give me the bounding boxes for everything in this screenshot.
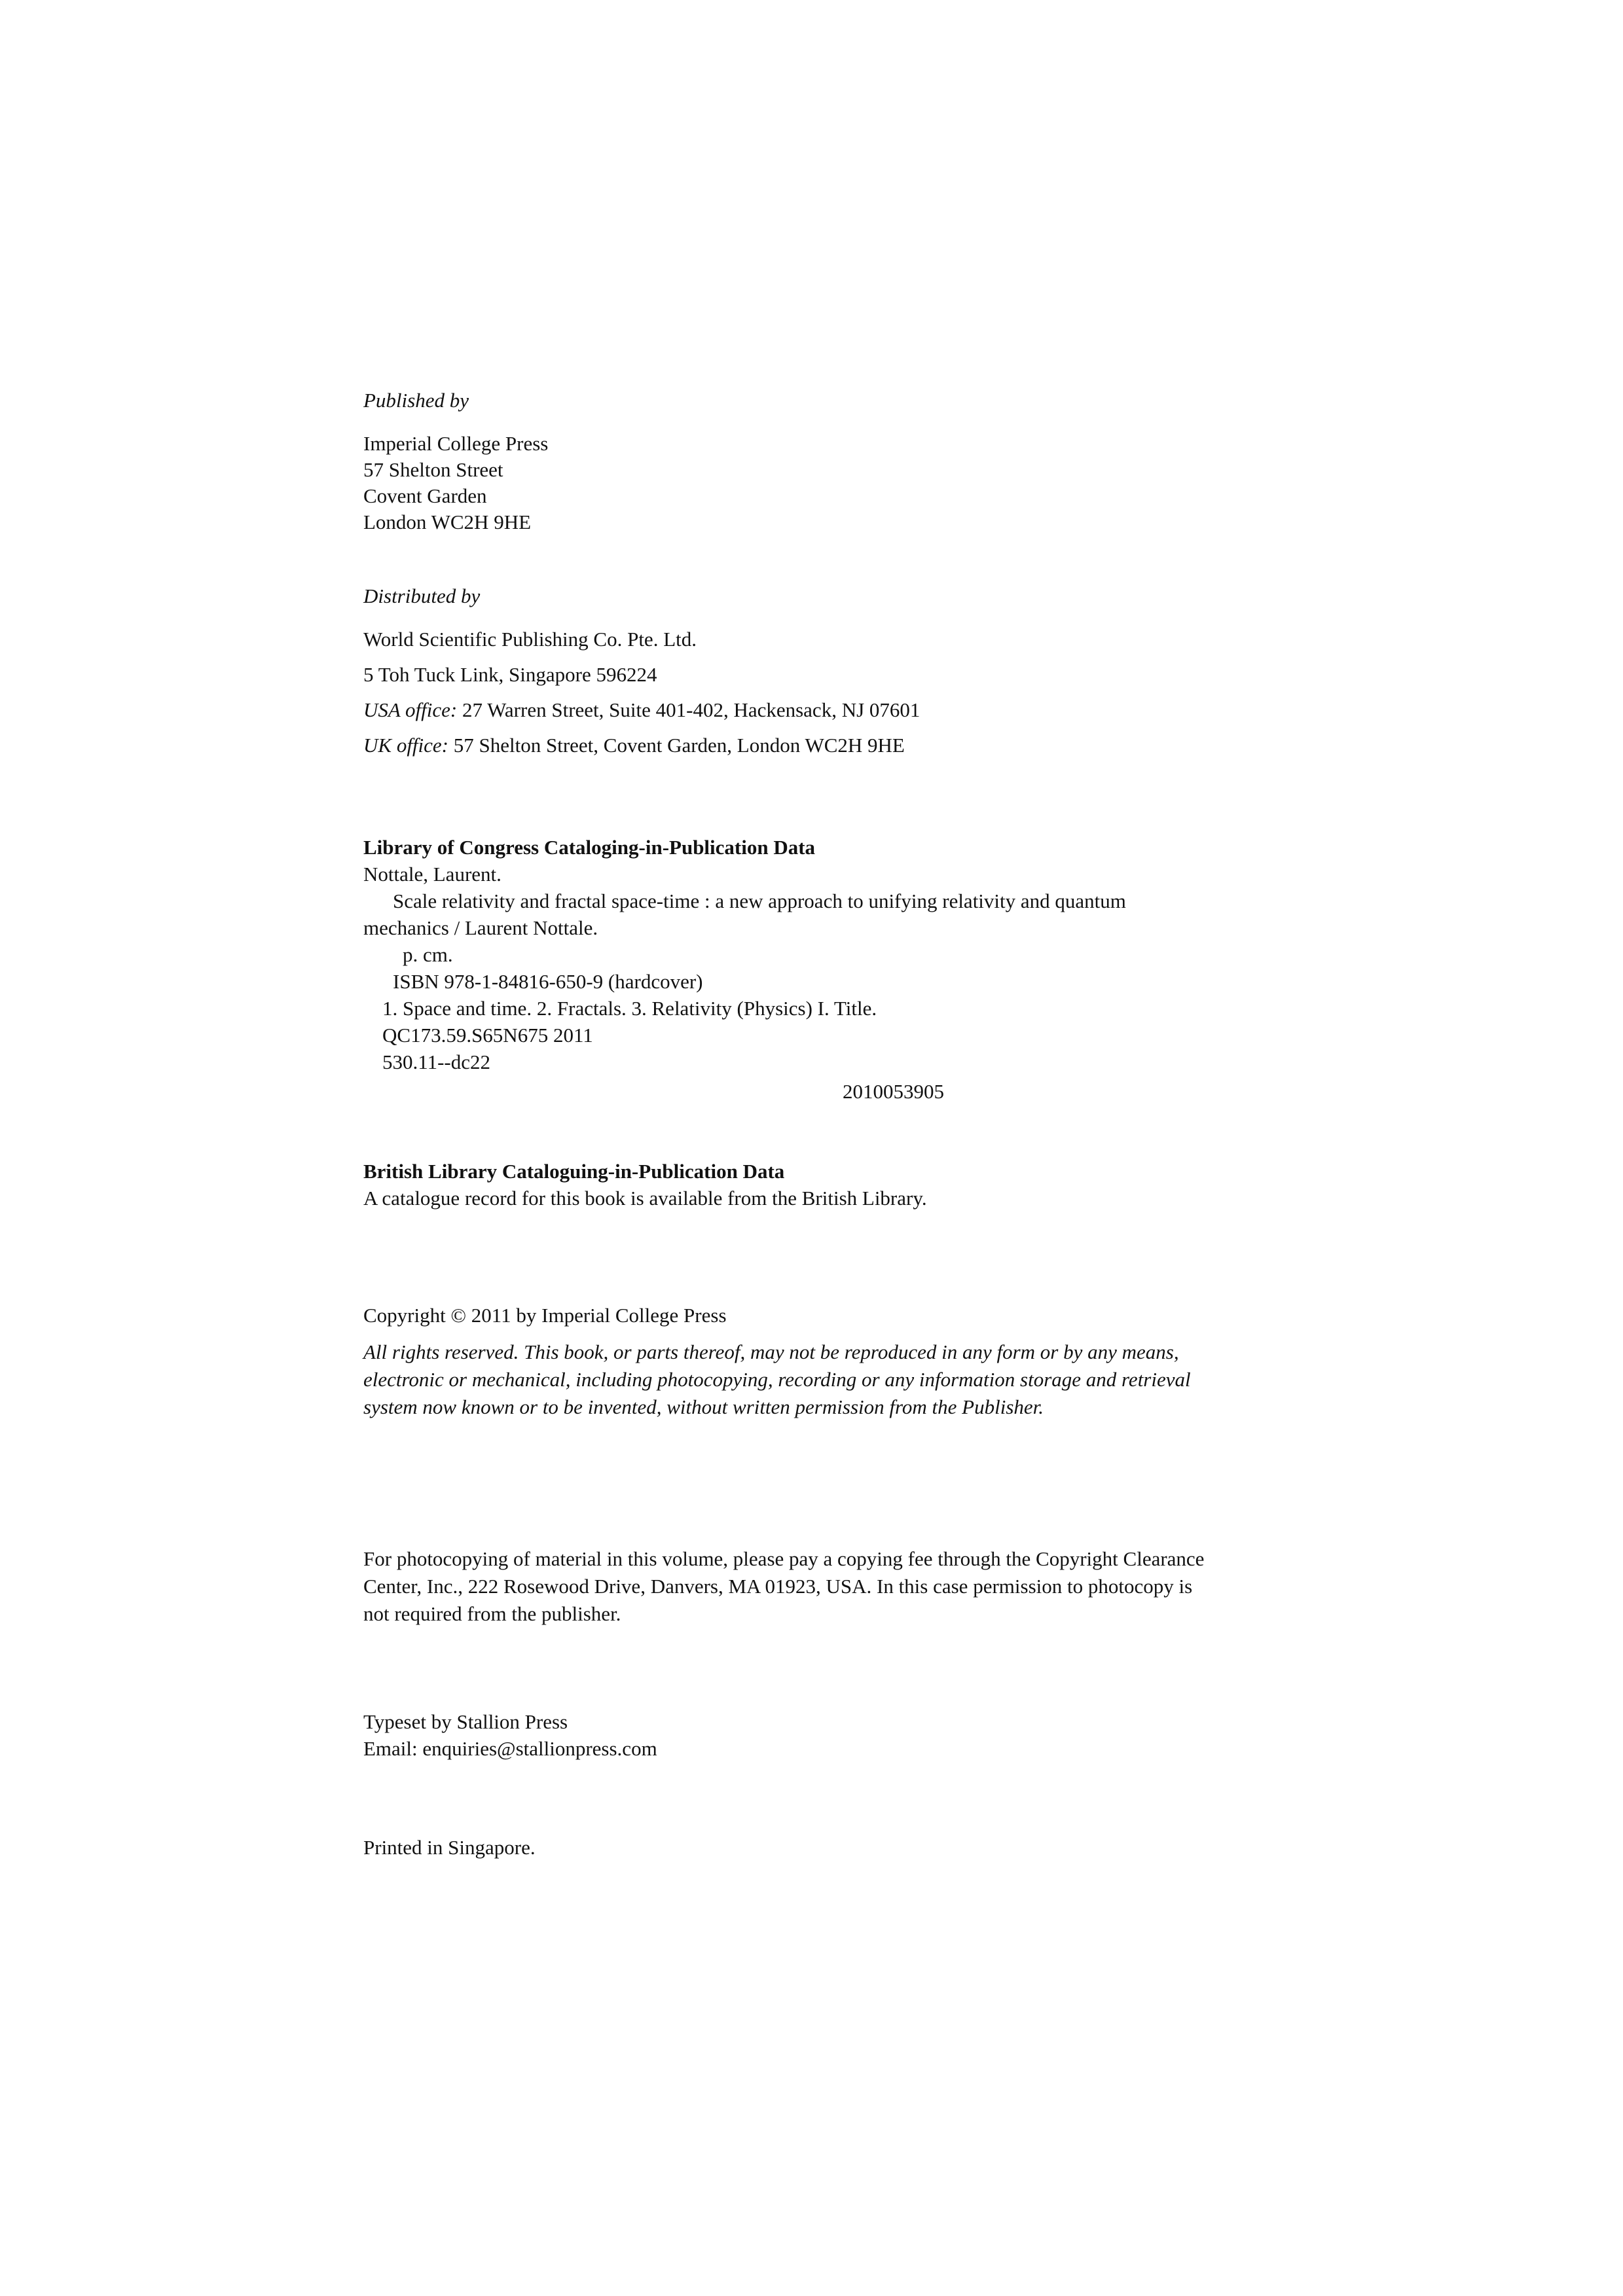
bl-cip-text: A catalogue record for this book is available from the British Library. bbox=[363, 1187, 927, 1210]
photocopy-notice bbox=[363, 1545, 1254, 1628]
loc-cip-lccn: 2010053905 bbox=[843, 1080, 944, 1103]
bl-cip-heading: British Library Cataloguing-in-Publication Data bbox=[363, 1160, 785, 1183]
usa-office-address: 27 Warren Street, Suite 401-402, Hackensack, NJ 07601 bbox=[462, 698, 921, 721]
usa-office-label: USA office: bbox=[363, 698, 458, 721]
printed-in: Printed in Singapore. bbox=[363, 1836, 536, 1859]
loc-cip-isbn: ISBN 978-1-84816-650-9 (hardcover) bbox=[393, 970, 703, 993]
publisher-street: 57 Shelton Street bbox=[363, 458, 503, 481]
published-by-heading: Published by bbox=[363, 389, 469, 412]
loc-cip-lc-class: QC173.59.S65N675 2011 bbox=[382, 1024, 593, 1047]
rights-line-2: electronic or mechanical, including photocopying, recording or any information storage and retrieval bbox=[363, 1368, 1191, 1391]
rights-line-3: system now known or to be invented, without written permission from the Publisher. bbox=[363, 1395, 1044, 1418]
loc-cip-dewey: 530.11--dc22 bbox=[382, 1050, 491, 1073]
photocopy-line-1: For photocopying of material in this volume, please pay a copying fee through the Copyright Clearance bbox=[363, 1547, 1205, 1570]
typeset-by: Typeset by Stallion Press bbox=[363, 1710, 568, 1733]
uk-office-label: UK office: bbox=[363, 734, 448, 757]
loc-cip-title-line2: mechanics / Laurent Nottale. bbox=[363, 916, 598, 939]
publisher-city: London WC2H 9HE bbox=[363, 511, 532, 533]
rights-statement bbox=[363, 1338, 1254, 1421]
publisher-district: Covent Garden bbox=[363, 484, 487, 507]
publisher-address bbox=[363, 431, 548, 535]
loc-cip-subjects: 1. Space and time. 2. Fractals. 3. Relativity (Physics) I. Title. bbox=[382, 997, 877, 1020]
distributed-by-heading: Distributed by bbox=[363, 584, 481, 607]
loc-cip-physical: p. cm. bbox=[403, 943, 453, 966]
loc-cip-heading: Library of Congress Cataloging-in-Publication Data bbox=[363, 836, 816, 859]
rights-line-1: All rights reserved. This book, or parts thereof, may not be reproduced in any form or by any means, bbox=[363, 1340, 1179, 1363]
publisher-name: Imperial College Press bbox=[363, 432, 549, 455]
distributor-address: 5 Toh Tuck Link, Singapore 596224 bbox=[363, 663, 657, 686]
loc-cip-author: Nottale, Laurent. bbox=[363, 863, 501, 886]
uk-office-address: 57 Shelton Street, Covent Garden, London WC2H 9HE bbox=[453, 734, 905, 757]
photocopy-line-2: Center, Inc., 222 Rosewood Drive, Danvers, MA 01923, USA. In this case permission to photocopy is bbox=[363, 1575, 1193, 1598]
uk-office bbox=[363, 732, 905, 759]
usa-office bbox=[363, 697, 920, 723]
distributor-name: World Scientific Publishing Co. Pte. Ltd. bbox=[363, 628, 697, 651]
loc-cip-title-line1: Scale relativity and fractal space-time : a new approach to unifying relativity and quantum bbox=[393, 889, 1126, 912]
typeset-email: Email: enquiries@stallionpress.com bbox=[363, 1737, 657, 1760]
copyright-line: Copyright © 2011 by Imperial College Press bbox=[363, 1304, 727, 1327]
photocopy-line-3: not required from the publisher. bbox=[363, 1602, 621, 1625]
